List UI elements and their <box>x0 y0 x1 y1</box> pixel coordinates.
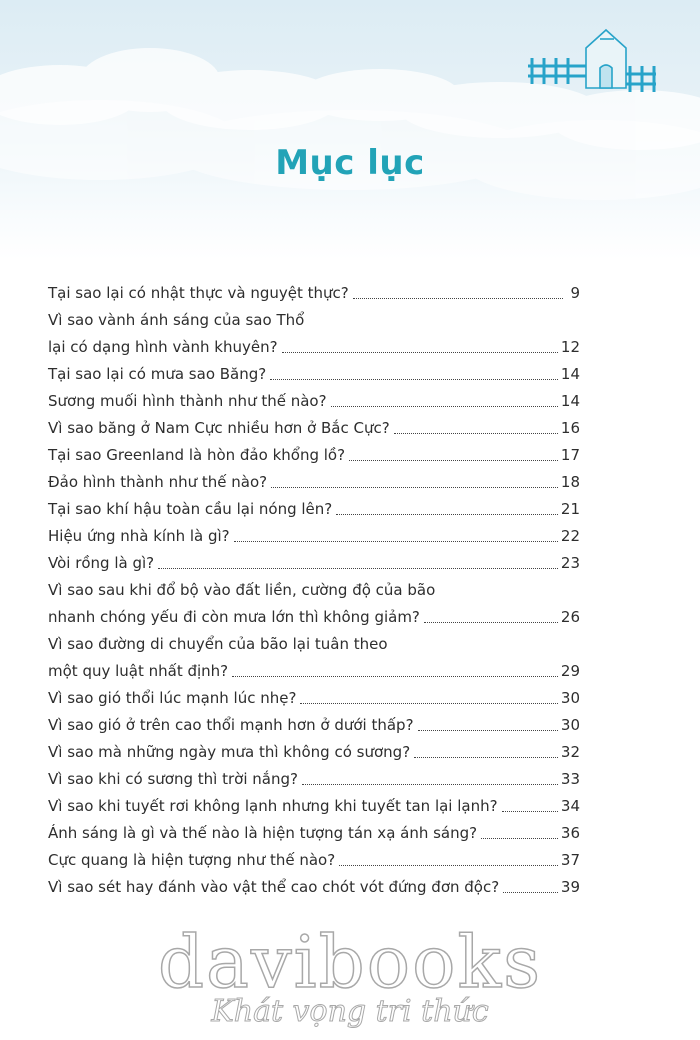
toc-page-number: 26 <box>560 608 580 626</box>
toc-page-number: 34 <box>560 797 580 815</box>
dot-leader <box>271 487 558 488</box>
toc-entry-title-line: Ánh sáng là gì và thế nào là hiện tượng tán xạ ánh sáng? <box>48 824 478 842</box>
toc-entry-title-line: Tại sao Greenland là hòn đảo khổng lồ? <box>48 446 346 464</box>
dot-leader <box>234 541 558 542</box>
toc-entry[interactable] <box>48 739 580 766</box>
toc-page-number: 16 <box>560 419 580 437</box>
toc-entry-title-line: Vì sao vành ánh sáng của sao Thổ <box>48 311 305 329</box>
dot-leader <box>336 514 558 515</box>
toc-entry[interactable] <box>48 793 580 820</box>
toc-entry-title-line: Vì sao sau khi đổ bộ vào đất liền, cường độ của bão <box>48 581 436 599</box>
dot-leader <box>158 568 558 569</box>
table-of-contents <box>48 280 580 901</box>
toc-page-number: 30 <box>560 716 580 734</box>
toc-entry[interactable] <box>48 712 580 739</box>
toc-entry-title-line: Vòi rồng là gì? <box>48 554 155 572</box>
toc-entry[interactable] <box>48 469 580 496</box>
toc-entry[interactable] <box>48 685 580 712</box>
toc-entry-title-line: Tại sao lại có nhật thực và nguyệt thực? <box>48 284 349 302</box>
toc-entry-title-line: Cực quang là hiện tượng như thế nào? <box>48 851 336 869</box>
dot-leader <box>503 892 558 893</box>
toc-page-number: 29 <box>560 662 580 680</box>
toc-page-number: 22 <box>560 527 580 545</box>
dot-leader <box>300 703 557 704</box>
toc-page-number: 39 <box>560 878 580 896</box>
toc-entry[interactable] <box>48 550 580 577</box>
dot-leader <box>339 865 558 866</box>
dot-leader <box>349 460 558 461</box>
toc-page-number: 18 <box>560 473 580 491</box>
toc-entry-title-line: nhanh chóng yếu đi còn mưa lớn thì không giảm? <box>48 608 420 626</box>
toc-entry[interactable] <box>48 847 580 874</box>
dot-leader <box>481 838 558 839</box>
toc-entry[interactable] <box>48 415 580 442</box>
toc-entry[interactable] <box>48 820 580 847</box>
toc-entry-title-line: Hiệu ứng nhà kính là gì? <box>48 527 230 545</box>
toc-entry-title-line: một quy luật nhất định? <box>48 662 229 680</box>
dot-leader <box>394 433 558 434</box>
toc-entry-title-line: Sương muối hình thành như thế nào? <box>48 392 327 410</box>
watermark-slogan: Khát vọng tri thức <box>211 994 489 1029</box>
toc-entry[interactable] <box>48 361 580 388</box>
dot-leader <box>302 784 558 785</box>
watermark-brand: davibooks <box>157 920 543 1004</box>
toc-entry[interactable] <box>48 631 580 685</box>
toc-page-number: 14 <box>560 392 580 410</box>
dot-leader <box>502 811 558 812</box>
toc-entry[interactable] <box>48 307 580 361</box>
toc-entry-title-line: Vì sao gió ở trên cao thổi mạnh hơn ở dưới thấp? <box>48 716 414 734</box>
toc-page-number: 32 <box>560 743 580 761</box>
dot-leader <box>282 352 558 353</box>
dot-leader <box>424 622 558 623</box>
dot-leader <box>232 676 558 677</box>
dot-leader <box>331 406 558 407</box>
toc-entry-title-line: Vì sao gió thổi lúc mạnh lúc nhẹ? <box>48 689 297 707</box>
toc-entry-title-line: Vì sao khi có sương thì trời nắng? <box>48 770 298 788</box>
toc-entry-title-line: Tại sao lại có mưa sao Băng? <box>48 365 267 383</box>
toc-entry[interactable] <box>48 523 580 550</box>
dot-leader <box>414 757 558 758</box>
house-fence-icon <box>520 22 660 112</box>
toc-page-number: 17 <box>560 446 580 464</box>
toc-page-number: 30 <box>560 689 580 707</box>
toc-entry-title-line: lại có dạng hình vành khuyên? <box>48 338 278 356</box>
toc-page-number: 36 <box>560 824 580 842</box>
toc-entry-title-line: Vì sao băng ở Nam Cực nhiều hơn ở Bắc Cực? <box>48 419 390 437</box>
toc-entry[interactable] <box>48 496 580 523</box>
toc-page-number: 14 <box>560 365 580 383</box>
dot-leader <box>353 298 563 299</box>
toc-entry[interactable] <box>48 280 580 307</box>
page-title: Mục lục <box>275 143 425 183</box>
dot-leader <box>418 730 558 731</box>
toc-entry[interactable] <box>48 442 580 469</box>
toc-entry-title-line: Vì sao đường di chuyển của bão lại tuân theo <box>48 635 388 653</box>
toc-page-number: 23 <box>560 554 580 572</box>
toc-entry-title-line: Vì sao sét hay đánh vào vật thể cao chót vót đứng đơn độc? <box>48 878 500 896</box>
toc-entry-title-line: Vì sao mà những ngày mưa thì không có sương? <box>48 743 411 761</box>
toc-entry[interactable] <box>48 874 580 901</box>
toc-entry-title-line: Đảo hình thành như thế nào? <box>48 473 268 491</box>
dot-leader <box>270 379 558 380</box>
toc-page-number: 33 <box>560 770 580 788</box>
toc-page-number: 21 <box>560 500 580 518</box>
toc-page-number: 37 <box>560 851 580 869</box>
toc-entry-title-line: Tại sao khí hậu toàn cầu lại nóng lên? <box>48 500 333 518</box>
toc-entry[interactable] <box>48 388 580 415</box>
toc-entry[interactable] <box>48 577 580 631</box>
toc-page-number: 12 <box>560 338 580 356</box>
toc-entry-title-line: Vì sao khi tuyết rơi không lạnh nhưng khi tuyết tan lại lạnh? <box>48 797 498 815</box>
toc-page-number: 9 <box>570 284 580 302</box>
toc-entry[interactable] <box>48 766 580 793</box>
